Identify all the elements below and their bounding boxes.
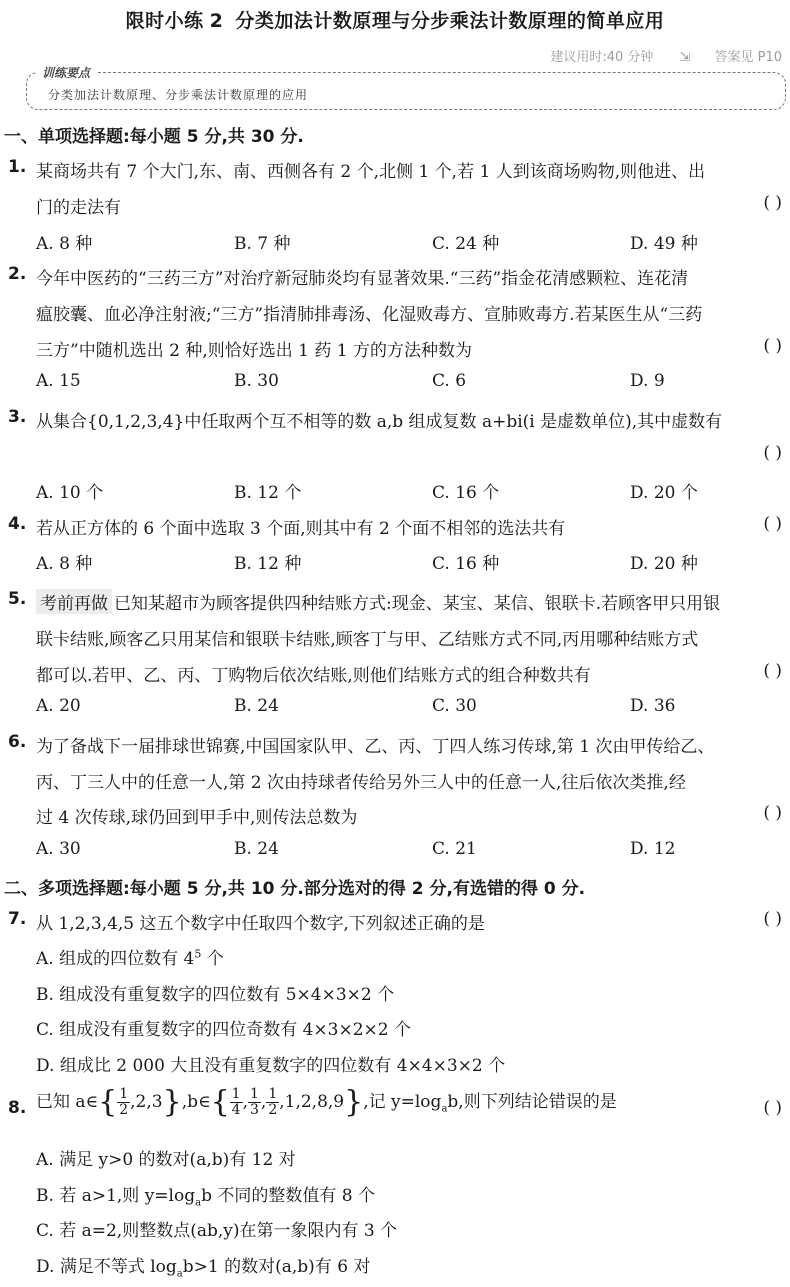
q8-b-tail: b 不同的整数值有 8 个 — [201, 1186, 375, 1206]
q8-option-a: A. 满足 y>0 的数对(a,b)有 12 对 — [36, 1150, 296, 1170]
q6-answer-blank: ( ) — [763, 803, 782, 823]
q5-line1 — [36, 589, 720, 614]
review-tag: 考前再做 — [36, 589, 112, 614]
q6-option-a: A. 30 — [36, 839, 81, 859]
q1-option-a: A. 8 种 — [36, 234, 93, 254]
q4-option-b: B. 12 种 — [234, 554, 302, 574]
q2-line2: 瘟胶囊、血必净注射液;“三方”指清肺排毒汤、化湿败毒方、宣肺败毒方.若某医生从“三药 — [36, 305, 703, 325]
answer-arrow-icon: ⇲ — [679, 50, 691, 65]
q4-answer-blank: ( ) — [763, 514, 782, 534]
q2-line3: 三方”中随机选出 2 种,则恰好选出 1 药 1 方的方法种数为 — [36, 341, 472, 361]
q8-set-b-tail: ,1,2,8,9 — [279, 1092, 345, 1112]
q8-brace-open-b: { — [210, 1084, 230, 1120]
q1-option-b: B. 7 种 — [234, 234, 291, 254]
q7-a-text: A. 组成的四位数有 4 — [36, 949, 195, 969]
q8-b-text: B. 若 a>1,则 y=log — [36, 1186, 196, 1206]
q7-option-d: D. 组成比 2 000 大且没有重复数字的四位数有 4×4×3×2 个 — [36, 1056, 506, 1076]
q8-text-post: ,记 y=log — [363, 1092, 442, 1112]
q8-number: 8. — [8, 1098, 27, 1118]
q8-brace-close-a: } — [162, 1084, 182, 1120]
q8-frac-half-b — [266, 1087, 279, 1118]
page-title — [0, 6, 790, 33]
frac-denominator: 3 — [249, 1102, 259, 1118]
q7-option-a — [36, 944, 224, 969]
q5-line2: 联卡结账,顾客乙只用某信和银联卡结账,顾客丁与甲、乙结账方式不同,丙用哪种结账方式 — [36, 630, 699, 650]
q1-number: 1. — [8, 157, 27, 177]
section-multi-choice: 二、多项选择题:每小题 5 分,共 10 分.部分选对的得 2 分,有选错的得 0 分. — [4, 879, 586, 899]
q1-option-d: D. 49 种 — [630, 234, 698, 254]
q8-d-text: D. 满足不等式 log — [36, 1257, 177, 1277]
q3-answer-blank: ( ) — [763, 443, 782, 463]
frac-denominator: 2 — [268, 1102, 278, 1118]
q6-line2: 丙、丁三人中的任意一人,第 2 次由持球者传给另外三人中的任意一人,往后依次类推,经 — [36, 773, 686, 793]
title-main: 分类加法计数原理与分步乘法计数原理的简单应用 — [235, 10, 665, 32]
title-number: 2 — [209, 10, 224, 32]
q2-option-c: C. 6 — [432, 371, 467, 391]
q2-option-d: D. 9 — [630, 371, 665, 391]
q8-option-b — [36, 1181, 375, 1208]
q8-frac-half — [117, 1087, 130, 1118]
q8-brace-close-b: } — [344, 1084, 364, 1120]
frac-numerator: 1 — [231, 1086, 241, 1102]
frac-numerator: 1 — [268, 1086, 278, 1102]
q2-number: 2. — [8, 264, 27, 284]
q5-option-a: A. 20 — [36, 696, 81, 716]
q2-option-a: A. 15 — [36, 371, 81, 391]
q2-option-b: B. 30 — [234, 371, 279, 391]
q8-option-d — [36, 1252, 370, 1279]
q3-number: 3. — [8, 407, 27, 427]
meta-info — [528, 46, 782, 65]
q6-option-c: C. 21 — [432, 839, 477, 859]
q8-text-mid: ,b∈ — [181, 1092, 211, 1112]
q5-line3: 都可以.若甲、乙、丙、丁购物后依次结账,则他们结账方式的组合种数共有 — [36, 666, 591, 686]
frac-denominator: 2 — [119, 1102, 129, 1118]
q8-frac-third — [248, 1087, 261, 1118]
q6-line1: 为了备战下一届排球世锦赛,中国国家队甲、乙、丙、丁四人练习传球,第 1 次由甲传给乙、 — [36, 737, 715, 757]
key-points-text: 分类加法计数原理、分步乘法计数原理的应用 — [48, 88, 309, 102]
section-single-choice: 一、单项选择题:每小题 5 分,共 30 分. — [4, 127, 304, 147]
q8-frac-quarter — [230, 1087, 243, 1118]
q3-line1: 从集合{0,1,2,3,4}中任取两个互不相等的数 a,b 组成复数 a+bi(i 是虚数单位),其中虚数有 — [36, 412, 723, 432]
q3-option-c: C. 16 个 — [432, 483, 500, 503]
answer-reference: 答案见 P10 — [714, 50, 782, 65]
q5-number: 5. — [8, 589, 27, 609]
key-points-label: 训练要点 — [36, 64, 96, 81]
q6-number: 6. — [8, 732, 27, 752]
q3-option-d: D. 20 个 — [630, 483, 698, 503]
q1-line1: 某商场共有 7 个大门,东、南、西侧各有 2 个,北侧 1 个,若 1 人到该商场购物,则他进、出 — [36, 162, 706, 182]
q3-option-b: B. 12 个 — [234, 483, 302, 503]
q4-option-c: C. 16 种 — [432, 554, 500, 574]
q6-line3: 过 4 次传球,球仍回到甲手中,则传法总数为 — [36, 808, 358, 828]
q8-text-pre: 已知 a∈ — [36, 1092, 99, 1112]
q4-number: 4. — [8, 514, 27, 534]
suggested-time: 建议用时:40 分钟 — [550, 50, 654, 65]
frac-denominator: 4 — [231, 1102, 241, 1118]
q1-answer-blank: ( ) — [763, 193, 782, 213]
q8-answer-blank: ( ) — [763, 1098, 782, 1118]
q6-option-d: D. 12 — [630, 839, 676, 859]
q5-line1-text: 已知某超市为顾客提供四种结账方式:现金、某宝、某信、银联卡.若顾客甲只用银 — [114, 594, 721, 614]
q7-option-b: B. 组成没有重复数字的四位数有 5×4×3×2 个 — [36, 985, 395, 1005]
q8-log-base: a — [441, 1103, 448, 1115]
q8-d-log-base: a — [176, 1268, 183, 1280]
q5-option-b: B. 24 — [234, 696, 279, 716]
frac-numerator: 1 — [119, 1086, 129, 1102]
q7-a-tail: 个 — [201, 949, 224, 969]
title-prefix: 限时小练 — [125, 10, 204, 32]
q7-a-exponent: 5 — [194, 947, 202, 961]
q2-answer-blank: ( ) — [763, 336, 782, 356]
q7-line1: 从 1,2,3,4,5 这五个数字中任取四个数字,下列叙述正确的是 — [36, 914, 485, 934]
q4-option-d: D. 20 种 — [630, 554, 698, 574]
q8-set-a-tail: ,2,3 — [130, 1092, 163, 1112]
q2-line1: 今年中医药的“三药三方”对治疗新冠肺炎均有显著效果.“三药”指金花清感颗粒、连花清 — [36, 269, 689, 289]
q8-brace-open-a: { — [98, 1084, 118, 1120]
q8-b-log-base: a — [195, 1197, 202, 1209]
q8-line1: 已知 a∈{ $\frac{1}{2}$ ,2,3},b∈{ $\frac{1}{4}$ , $\frac{1}{3}$ , $\frac{1}{2}$ ,1,2,8,9},记 $y=\log_ab$,则下列结论错误的是 — [36, 1084, 617, 1120]
q7-number: 7. — [8, 909, 27, 929]
q4-line1: 若从正方体的 6 个面中选取 3 个面,则其中有 2 个面不相邻的选法共有 — [36, 519, 566, 539]
q8-option-c: C. 若 a=2,则整数点(ab,y)在第一象限内有 3 个 — [36, 1221, 398, 1241]
q8-text-end: b,则下列结论错误的是 — [447, 1092, 617, 1112]
q7-option-c: C. 组成没有重复数字的四位奇数有 4×3×2×2 个 — [36, 1020, 412, 1040]
q6-option-b: B. 24 — [234, 839, 279, 859]
q5-option-d: D. 36 — [630, 696, 676, 716]
q5-answer-blank: ( ) — [763, 661, 782, 681]
q1-line2: 门的走法有 — [36, 198, 121, 218]
q4-option-a: A. 8 种 — [36, 554, 93, 574]
q1-option-c: C. 24 种 — [432, 234, 500, 254]
q7-answer-blank: ( ) — [763, 909, 782, 929]
q3-option-a: A. 10 个 — [36, 483, 104, 503]
frac-numerator: 1 — [249, 1086, 259, 1102]
q8-d-tail: b>1 的数对(a,b)有 6 对 — [182, 1257, 371, 1277]
q5-option-c: C. 30 — [432, 696, 477, 716]
